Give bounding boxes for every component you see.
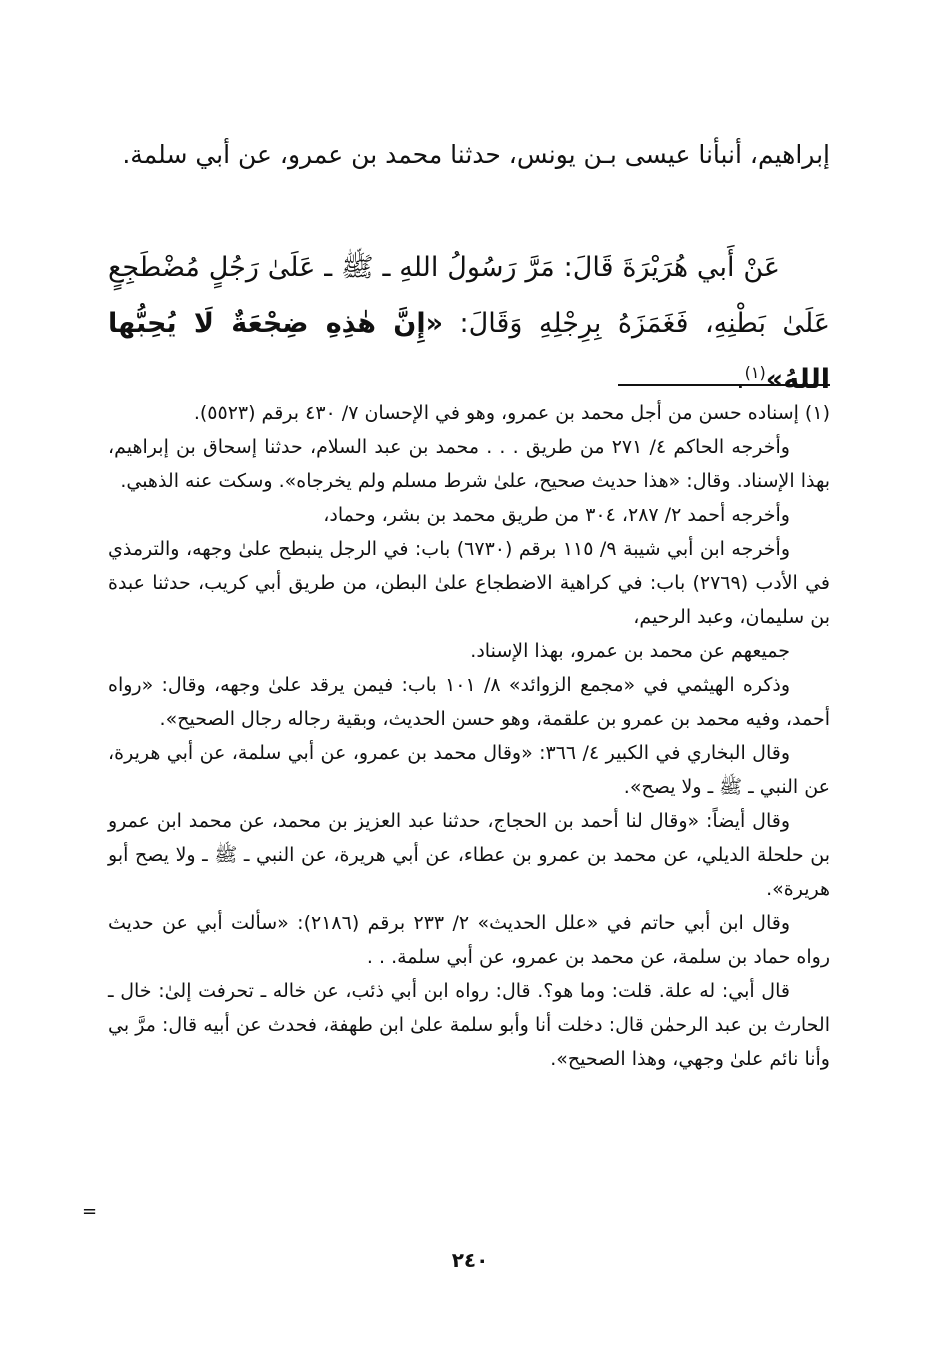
footnote-paragraph: (١) إسناده حسن من أجل محمد بن عمرو، وهو في الإحسان ٧/ ٤٣٠ برقم (٥٥٢٣). — [193, 402, 830, 424]
footnote-paragraph: وأخرجه ابن أبي شيبة ٩/ ١١٥ برقم (٦٧٣٠) باب: في الرجل ينبطح علىٰ وجهه، والترمذي في الأدب (٢٧٦٩) باب: في كراهية الاضطجاع علىٰ البطن، من طريق أبي كريب، حدثنا عبدة بن سليمان، وعبد الرحيم، — [108, 538, 830, 628]
footnote-paragraph: وأخرجه أحمد ٢/ ٢٨٧، ٣٠٤ من طريق محمد بن بشر، وحماد، — [323, 504, 790, 526]
footnote-ref: (١) — [744, 363, 766, 382]
footnote-paragraph: وقال البخاري في الكبير ٤/ ٣٦٦: «وقال محمد بن عمرو، عن أبي سلمة، عن أبي هريرة، عن النبي ـ ﷺ ـ ولا يصح». — [108, 742, 830, 798]
footnote-paragraph: قال أبي: له علة. قلت: وما هو؟. قال: رواه ابن أبي ذئب، عن خاله ـ تحرفت إلىٰ: خال ـ الحارث بن عبد الرحمٰن قال: دخلت أنا وأبو سلمة علىٰ ابن طهفة، فحدث عن أبيه قال: مرَّ بي وأنا نائم علىٰ وجهي، وهذا الصحيح». — [108, 980, 830, 1070]
hadith-text — [108, 240, 830, 408]
continuation-mark: = — [82, 1201, 98, 1222]
isnad-continuation: إبراهيم، أنبأنا عيسى بـن يونس، حدثنا محمد بن عمرو، عن أبي سلمة. — [122, 140, 830, 169]
hadith-narration: عَنْ أَبي هُرَيْرَةَ قَالَ: مَرَّ رَسُولُ اللهِ ـ ﷺ ـ عَلَىٰ رَجُلٍ مُضْطَجِعٍ عَلَىٰ بَطْنِهِ، فَغَمَزَهُ بِرِجْلِهِ وَقَالَ: — [108, 252, 830, 339]
hadith-quote: «إِنَّ هٰذِهِ ضِجْعَةٌ لَا يُحِبُّها اللهُ» — [108, 308, 830, 395]
footnote-paragraph: جميعهم عن محمد بن عمرو، بهذا الإسناد. — [470, 640, 790, 662]
footnote-separator — [618, 384, 830, 386]
footnote-paragraph: وذكره الهيثمي في «مجمع الزوائد» ٨/ ١٠١ باب: فيمن يرقد علىٰ وجهه، وقال: «رواه أحمد، وفيه محمد بن عمرو بن علقمة، وهو حسن الحديث، وبقية رجاله رجال الصحيح». — [108, 674, 830, 730]
footnote-paragraph: وقال ابن أبي حاتم في «علل الحديث» ٢/ ٢٣٣ برقم (٢١٨٦): «سألت أبي عن حديث رواه حماد بن سلمة، عن محمد بن عمرو، عن أبي سلمة. . . — [108, 912, 830, 968]
footnote-paragraph: وقال أيضاً: «وقال لنا أحمد بن الحجاج، حدثنا عبد العزيز بن محمد، عن محمد ابن عمرو بن حلحلة الديلي، عن محمد بن عمرو بن عطاء، عن أبي هريرة، عن النبي ـ ﷺ ـ ولا يصح أبو هريرة». — [108, 810, 830, 900]
page-number: ٢٤٠ — [451, 1248, 489, 1272]
hadith-end: . — [736, 364, 745, 395]
footnote-paragraph: وأخرجه الحاكم ٤/ ٢٧١ من طريق . . . محمد بن عبد السلام، حدثنا إسحاق بن إبراهيم، بهذا الإسناد. وقال: «هذا حديث صحيح، علىٰ شرط مسلم ولم يخرجاه». وسكت عنه الذهبي. — [108, 436, 830, 492]
footnotes — [108, 396, 830, 1076]
